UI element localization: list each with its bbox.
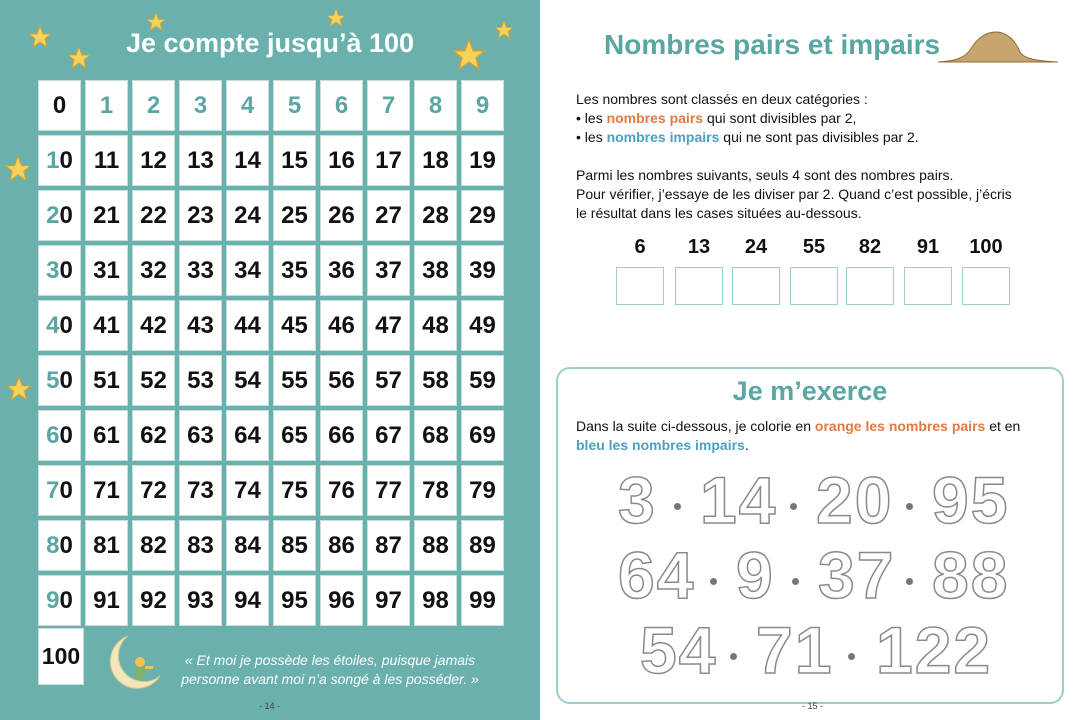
number-cell: 86 (320, 520, 363, 571)
number-cell: 55 (273, 355, 316, 406)
separator-dot (790, 503, 797, 510)
number-cell: 46 (320, 300, 363, 351)
number-cell: 12 (132, 135, 175, 186)
moon-prince-illustration (106, 632, 164, 694)
number-cell: 93 (179, 575, 222, 626)
candidate-number: 100 (969, 236, 1003, 258)
candidate-number: 24 (744, 236, 768, 258)
number-cell: 3 (179, 80, 222, 131)
candidate-number: 55 (802, 236, 826, 258)
number-cell: 24 (226, 190, 269, 241)
outline-number[interactable]: 95 (932, 463, 1010, 537)
text: et en (985, 418, 1021, 434)
number-cell: 53 (179, 355, 222, 406)
number-cell: 51 (85, 355, 128, 406)
number-cell: 21 (85, 190, 128, 241)
number-cell: 44 (226, 300, 269, 351)
separator-dot (906, 503, 913, 510)
number-cell: 3 0 (38, 245, 81, 296)
number-cell: 88 (414, 520, 457, 571)
number-cell: 85 (273, 520, 316, 571)
number-cell: 73 (179, 465, 222, 516)
number-cell: 27 (367, 190, 410, 241)
number-cell: 74 (226, 465, 269, 516)
number-cell: 5 0 (38, 355, 81, 406)
instruction-line: Pour vérifier, j’essaye de les diviser par 2. Quand c’est possible, j’écris (576, 186, 1012, 202)
answer-box[interactable] (904, 267, 952, 305)
number-cell: 87 (367, 520, 410, 571)
orange-label: orange les nombres pairs (814, 418, 986, 434)
number-cell: 54 (226, 355, 269, 406)
number-cell: 1 0 (38, 135, 81, 186)
number-cell: 11 (85, 135, 128, 186)
number-cell: 16 (320, 135, 363, 186)
number-cell: 18 (414, 135, 457, 186)
number-cell: 15 (273, 135, 316, 186)
number-cell: 48 (414, 300, 457, 351)
number-cell: 47 (367, 300, 410, 351)
number-cell: 32 (132, 245, 175, 296)
number-cell: 71 (85, 465, 128, 516)
outline-number[interactable]: 54 (640, 613, 718, 687)
answer-box[interactable] (616, 267, 664, 305)
number-cell: 0 (38, 80, 81, 131)
intro-line: Les nombres sont classés en deux catégories : (576, 91, 868, 107)
candidate-number: 13 (687, 236, 711, 258)
number-cell: 19 (461, 135, 504, 186)
candidate-number: 91 (916, 236, 940, 258)
answer-box[interactable] (962, 267, 1010, 305)
separator-dot (710, 578, 717, 585)
number-cell: 29 (461, 190, 504, 241)
number-cell: 64 (226, 410, 269, 461)
separator-dot (792, 578, 799, 585)
number-cell: 4 (226, 80, 269, 131)
number-cell: 34 (226, 245, 269, 296)
number-cell: 13 (179, 135, 222, 186)
number-cell: 63 (179, 410, 222, 461)
number-cell: 75 (273, 465, 316, 516)
number-cell: 25 (273, 190, 316, 241)
outline-number[interactable]: 64 (618, 538, 696, 612)
number-cell: 96 (320, 575, 363, 626)
text: • les (576, 110, 607, 126)
number-cell: 17 (367, 135, 410, 186)
quote-line: « Et moi je possède les étoiles, puisque jamais (184, 652, 476, 668)
number-cell: 2 0 (38, 190, 81, 241)
number-cell: 89 (461, 520, 504, 571)
separator-dot (730, 653, 737, 660)
number-cell: 33 (179, 245, 222, 296)
number-cell: 62 (132, 410, 175, 461)
number-cell: 97 (367, 575, 410, 626)
exercise-instructions (576, 417, 1020, 455)
instruction-line: le résultat dans les cases situées au-dessous. (576, 205, 862, 221)
answer-box[interactable] (732, 267, 780, 305)
quote-line: personne avant moi n’a songé à les posséder. » (181, 671, 479, 687)
quote (160, 651, 500, 689)
number-cell: 77 (367, 465, 410, 516)
outline-number[interactable]: 3 (618, 463, 657, 537)
number-cell: 31 (85, 245, 128, 296)
text: Dans la suite ci-dessous, je colorie en (576, 418, 815, 434)
number-cell: 23 (179, 190, 222, 241)
answer-box[interactable] (846, 267, 894, 305)
text: qui ne sont pas divisibles par 2. (719, 129, 919, 145)
exercise-title: Je m’exerce (732, 376, 888, 406)
right-page (540, 0, 1080, 720)
number-cell: 1 (85, 80, 128, 131)
separator-dot (906, 578, 913, 585)
exercise-line (576, 436, 1020, 455)
page-title: Je compte jusqu’à 100 (125, 28, 415, 58)
number-cell: 82 (132, 520, 175, 571)
number-cell: 76 (320, 465, 363, 516)
number-cell: 68 (414, 410, 457, 461)
number-cell: 7 0 (38, 465, 81, 516)
number-cell: 22 (132, 190, 175, 241)
outline-number[interactable]: 14 (700, 463, 778, 537)
number-cell: 26 (320, 190, 363, 241)
number-cell: 56 (320, 355, 363, 406)
instruction-line: Parmi les nombres suivants, seuls 4 sont des nombres pairs. (576, 167, 954, 183)
number-cell: 99 (461, 575, 504, 626)
number-cell: 43 (179, 300, 222, 351)
number-cell: 57 (367, 355, 410, 406)
number-cell: 14 (226, 135, 269, 186)
number-cell: 98 (414, 575, 457, 626)
number-cell: 37 (367, 245, 410, 296)
bullet-odd (576, 128, 919, 147)
text: . (744, 437, 749, 453)
star-icon (4, 155, 32, 183)
separator-dot (848, 653, 855, 660)
hundred-chart (38, 80, 508, 614)
number-cell: 38 (414, 245, 457, 296)
number-cell: 5 (273, 80, 316, 131)
number-cell: 69 (461, 410, 504, 461)
exercise-line (576, 417, 1020, 436)
number-cell: 4 0 (38, 300, 81, 351)
instructions-paragraph (576, 166, 1012, 223)
text: • les (576, 129, 607, 145)
number-cell: 7 (367, 80, 410, 131)
outline-number[interactable]: 9 (736, 538, 775, 612)
number-cell: 28 (414, 190, 457, 241)
number-cell: 94 (226, 575, 269, 626)
page-number: - 14 - (259, 701, 281, 711)
outline-number[interactable]: 37 (818, 538, 896, 612)
page-number: - 15 - (802, 701, 824, 711)
number-cell: 49 (461, 300, 504, 351)
separator-dot (674, 503, 681, 510)
number-cell: 72 (132, 465, 175, 516)
number-cell: 9 (461, 80, 504, 131)
number-cell: 58 (414, 355, 457, 406)
number-cell: 52 (132, 355, 175, 406)
number-cell: 8 0 (38, 520, 81, 571)
number-cell: 42 (132, 300, 175, 351)
number-cell: 91 (85, 575, 128, 626)
number-cell: 95 (273, 575, 316, 626)
intro-paragraph (576, 90, 919, 147)
hat-illustration (936, 28, 1060, 66)
number-cell: 6 (320, 80, 363, 131)
number-cell: 41 (85, 300, 128, 351)
number-cell: 45 (273, 300, 316, 351)
number-cell: 6 0 (38, 410, 81, 461)
odd-label: nombres impairs (606, 129, 720, 145)
page-title: Nombres pairs et impairs (604, 29, 941, 60)
outline-number[interactable]: 88 (932, 538, 1010, 612)
number-cell: 65 (273, 410, 316, 461)
number-cell: 81 (85, 520, 128, 571)
number-cell: 35 (273, 245, 316, 296)
even-label: nombres pairs (606, 110, 704, 126)
number-cell: 61 (85, 410, 128, 461)
number-cell: 39 (461, 245, 504, 296)
number-cell: 2 (132, 80, 175, 131)
number-cell: 36 (320, 245, 363, 296)
blue-label: bleu les nombres impairs (576, 437, 745, 453)
number-cell: 84 (226, 520, 269, 571)
number-cell: 83 (179, 520, 222, 571)
candidate-number: 6 (634, 236, 646, 258)
number-cell: 78 (414, 465, 457, 516)
bullet-even (576, 109, 919, 128)
outline-number[interactable]: 122 (876, 613, 993, 687)
number-cell: 66 (320, 410, 363, 461)
candidate-number: 82 (858, 236, 882, 258)
number-cell: 92 (132, 575, 175, 626)
star-icon (6, 376, 32, 402)
number-cell: 67 (367, 410, 410, 461)
answer-box[interactable] (675, 267, 723, 305)
star-icon (326, 8, 346, 28)
outline-number[interactable]: 20 (816, 463, 894, 537)
answer-box[interactable] (790, 267, 838, 305)
number-cell: 59 (461, 355, 504, 406)
number-cell: 79 (461, 465, 504, 516)
outline-number[interactable]: 71 (756, 613, 834, 687)
hundred-cell: 100 (38, 628, 84, 685)
number-cell: 8 (414, 80, 457, 131)
text: qui sont divisibles par 2, (703, 110, 857, 126)
number-cell: 9 0 (38, 575, 81, 626)
